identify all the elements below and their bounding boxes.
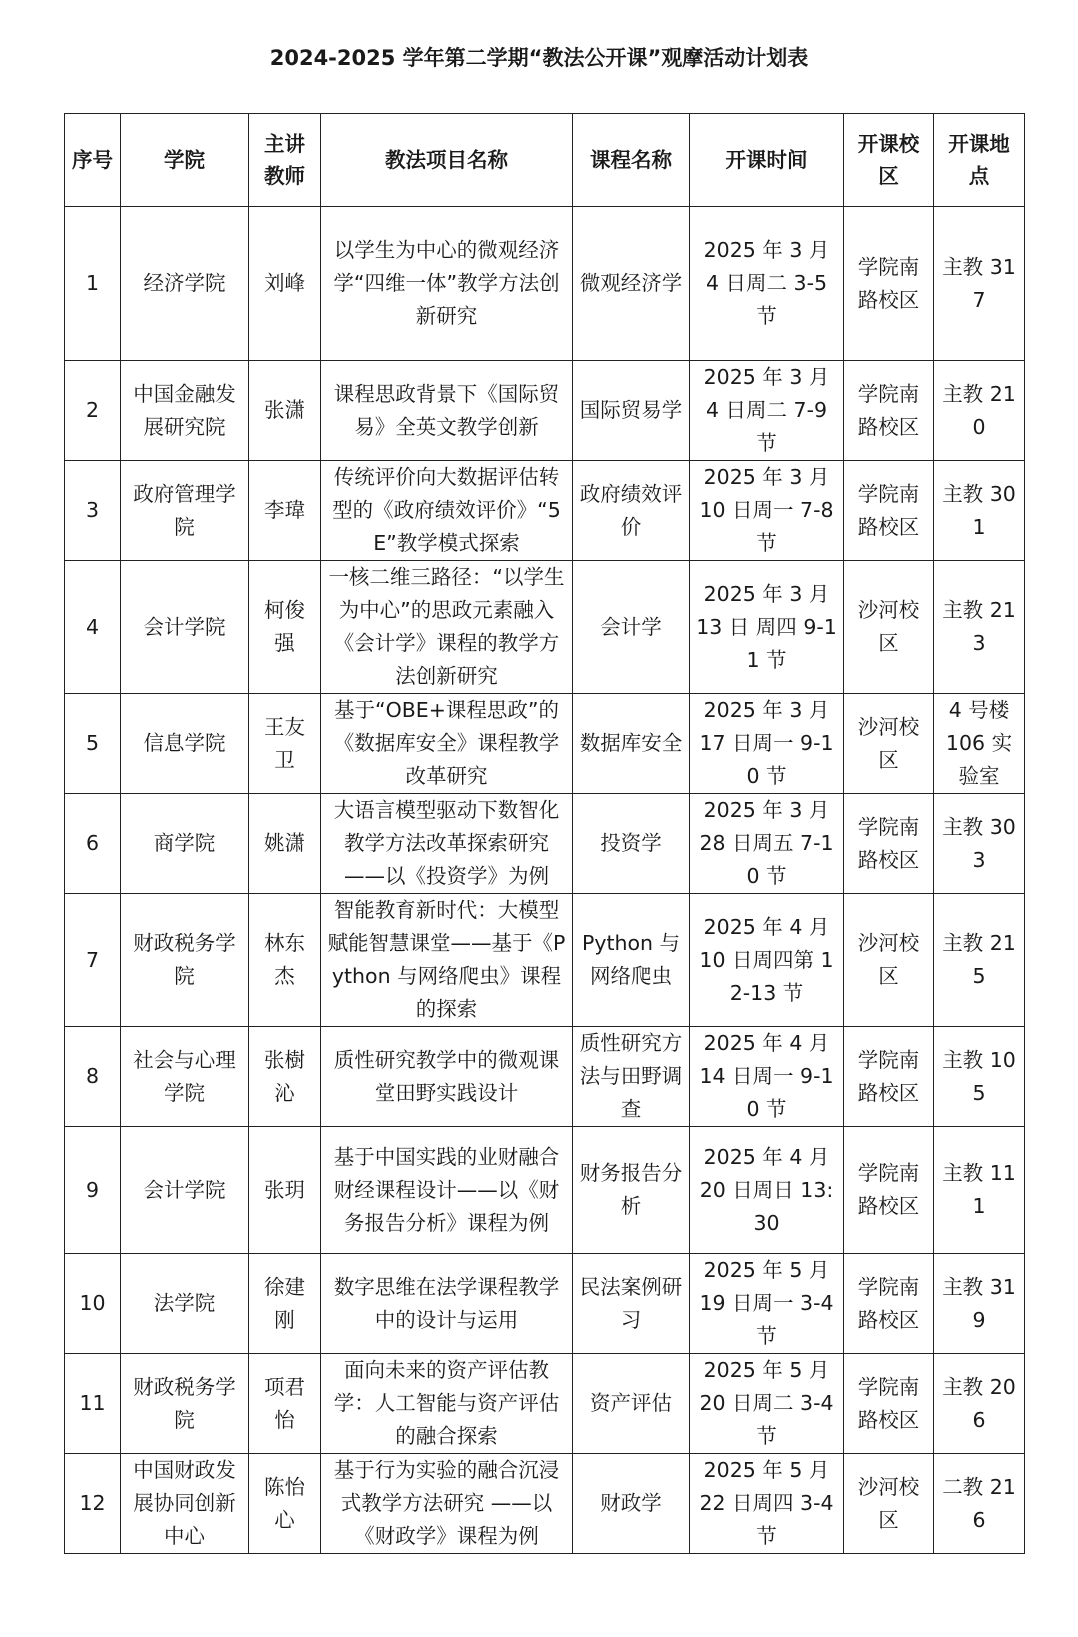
cell-location: 主教 319 <box>934 1254 1025 1354</box>
cell-campus: 沙河校区 <box>844 894 934 1027</box>
header-college: 学院 <box>121 114 249 207</box>
cell-time: 2025 年 3 月 17 日周一 9-10 节 <box>690 694 844 794</box>
cell-teacher: 项君怡 <box>249 1354 321 1454</box>
cell-time: 2025 年 4 月 10 日周四第 12-13 节 <box>690 894 844 1027</box>
cell-teacher: 张玥 <box>249 1127 321 1254</box>
cell-course: 资产评估 <box>573 1354 690 1454</box>
cell-course: 政府绩效评价 <box>573 461 690 561</box>
cell-campus: 学院南路校区 <box>844 461 934 561</box>
cell-project: 传统评价向大数据评估转型的《政府绩效评价》“5E”教学模式探索 <box>321 461 573 561</box>
header-index: 序号 <box>65 114 121 207</box>
table-row <box>65 1127 1025 1254</box>
cell-campus: 学院南路校区 <box>844 1027 934 1127</box>
document-title: 2024-2025 学年第二学期“教法公开课”观摩活动计划表 <box>269 46 809 70</box>
cell-college: 会计学院 <box>121 561 249 694</box>
cell-time: 2025 年 4 月 14 日周一 9-10 节 <box>690 1027 844 1127</box>
cell-time: 2025 年 3 月 28 日周五 7-10 节 <box>690 794 844 894</box>
cell-location: 主教 210 <box>934 361 1025 461</box>
cell-college: 财政税务学院 <box>121 1354 249 1454</box>
table-row <box>65 461 1025 561</box>
cell-course: 会计学 <box>573 561 690 694</box>
cell-college: 经济学院 <box>121 207 249 361</box>
cell-index: 11 <box>65 1354 121 1454</box>
cell-teacher: 李瑋 <box>249 461 321 561</box>
cell-index: 1 <box>65 207 121 361</box>
cell-time: 2025 年 3 月 4 日周二 3-5 节 <box>690 207 844 361</box>
cell-campus: 学院南路校区 <box>844 207 934 361</box>
cell-index: 6 <box>65 794 121 894</box>
cell-course: 投资学 <box>573 794 690 894</box>
schedule-table <box>64 113 1025 1554</box>
table-row <box>65 207 1025 361</box>
cell-teacher: 刘峰 <box>249 207 321 361</box>
cell-location: 主教 303 <box>934 794 1025 894</box>
table-row <box>65 361 1025 461</box>
table-row <box>65 1254 1025 1354</box>
header-row <box>65 114 1025 207</box>
cell-time: 2025 年 3 月 4 日周二 7-9 节 <box>690 361 844 461</box>
table-row <box>65 561 1025 694</box>
cell-course: 财务报告分析 <box>573 1127 690 1254</box>
cell-campus: 学院南路校区 <box>844 1254 934 1354</box>
cell-index: 3 <box>65 461 121 561</box>
table-row <box>65 694 1025 794</box>
table-row <box>65 894 1025 1027</box>
cell-teacher: 柯俊强 <box>249 561 321 694</box>
cell-index: 8 <box>65 1027 121 1127</box>
cell-location: 二教 216 <box>934 1454 1025 1554</box>
cell-index: 2 <box>65 361 121 461</box>
cell-college: 信息学院 <box>121 694 249 794</box>
cell-teacher: 姚潇 <box>249 794 321 894</box>
cell-index: 5 <box>65 694 121 794</box>
cell-location: 主教 213 <box>934 561 1025 694</box>
cell-course: 数据库安全 <box>573 694 690 794</box>
table-row <box>65 1027 1025 1127</box>
header-time: 开课时间 <box>690 114 844 207</box>
cell-course: 民法案例研习 <box>573 1254 690 1354</box>
cell-project: 课程思政背景下《国际贸易》全英文教学创新 <box>321 361 573 461</box>
cell-location: 主教 215 <box>934 894 1025 1027</box>
cell-course: Python 与网络爬虫 <box>573 894 690 1027</box>
cell-project: 质性研究教学中的微观课堂田野实践设计 <box>321 1027 573 1127</box>
cell-time: 2025 年 5 月 20 日周二 3-4 节 <box>690 1354 844 1454</box>
cell-campus: 沙河校区 <box>844 561 934 694</box>
cell-time: 2025 年 4 月 20 日周日 13:30 <box>690 1127 844 1254</box>
cell-college: 商学院 <box>121 794 249 894</box>
cell-index: 4 <box>65 561 121 694</box>
cell-location: 主教 105 <box>934 1027 1025 1127</box>
cell-campus: 沙河校区 <box>844 694 934 794</box>
cell-college: 政府管理学院 <box>121 461 249 561</box>
cell-location: 主教 206 <box>934 1354 1025 1454</box>
cell-teacher: 王友卫 <box>249 694 321 794</box>
cell-teacher: 徐建刚 <box>249 1254 321 1354</box>
cell-project: 智能教育新时代：大模型赋能智慧课堂——基于《Python 与网络爬虫》课程的探索 <box>321 894 573 1027</box>
table-row <box>65 794 1025 894</box>
cell-time: 2025 年 3 月 13 日 周四 9-11 节 <box>690 561 844 694</box>
cell-course: 财政学 <box>573 1454 690 1554</box>
cell-index: 10 <box>65 1254 121 1354</box>
cell-teacher: 陈怡心 <box>249 1454 321 1554</box>
header-campus: 开课校区 <box>844 114 934 207</box>
table-row <box>65 1354 1025 1454</box>
cell-campus: 学院南路校区 <box>844 361 934 461</box>
cell-location: 4 号楼 106 实验室 <box>934 694 1025 794</box>
header-course: 课程名称 <box>573 114 690 207</box>
cell-time: 2025 年 5 月 22 日周四 3-4 节 <box>690 1454 844 1554</box>
cell-project: 以学生为中心的微观经济学“四维一体”教学方法创新研究 <box>321 207 573 361</box>
cell-project: 基于行为实验的融合沉浸式教学方法研究 ——以《财政学》课程为例 <box>321 1454 573 1554</box>
header-location: 开课地点 <box>934 114 1025 207</box>
cell-time: 2025 年 5 月 19 日周一 3-4 节 <box>690 1254 844 1354</box>
cell-college: 中国金融发展研究院 <box>121 361 249 461</box>
table-row <box>65 1454 1025 1554</box>
cell-college: 法学院 <box>121 1254 249 1354</box>
cell-college: 社会与心理学院 <box>121 1027 249 1127</box>
cell-course: 质性研究方法与田野调查 <box>573 1027 690 1127</box>
cell-index: 7 <box>65 894 121 1027</box>
cell-location: 主教 111 <box>934 1127 1025 1254</box>
cell-project: 大语言模型驱动下数智化教学方法改革探索研究——以《投资学》为例 <box>321 794 573 894</box>
cell-project: 基于“OBE+课程思政”的《数据库安全》课程教学改革研究 <box>321 694 573 794</box>
cell-teacher: 张樹沁 <box>249 1027 321 1127</box>
cell-time: 2025 年 3 月 10 日周一 7-8 节 <box>690 461 844 561</box>
cell-location: 主教 301 <box>934 461 1025 561</box>
cell-course: 微观经济学 <box>573 207 690 361</box>
cell-index: 9 <box>65 1127 121 1254</box>
cell-college: 中国财政发展协同创新中心 <box>121 1454 249 1554</box>
cell-college: 财政税务学院 <box>121 894 249 1027</box>
cell-index: 12 <box>65 1454 121 1554</box>
cell-project: 基于中国实践的业财融合财经课程设计——以《财务报告分析》课程为例 <box>321 1127 573 1254</box>
header-teacher: 主讲教师 <box>249 114 321 207</box>
cell-campus: 学院南路校区 <box>844 1354 934 1454</box>
cell-location: 主教 317 <box>934 207 1025 361</box>
cell-course: 国际贸易学 <box>573 361 690 461</box>
cell-teacher: 林东杰 <box>249 894 321 1027</box>
cell-project: 数字思维在法学课程教学中的设计与运用 <box>321 1254 573 1354</box>
cell-campus: 学院南路校区 <box>844 794 934 894</box>
cell-project: 面向未来的资产评估教学：人工智能与资产评估的融合探索 <box>321 1354 573 1454</box>
cell-campus: 沙河校区 <box>844 1454 934 1554</box>
header-project: 教法项目名称 <box>321 114 573 207</box>
cell-college: 会计学院 <box>121 1127 249 1254</box>
cell-campus: 学院南路校区 <box>844 1127 934 1254</box>
cell-project: 一核二维三路径：“以学生为中心”的思政元素融入《会计学》课程的教学方法创新研究 <box>321 561 573 694</box>
cell-teacher: 张潇 <box>249 361 321 461</box>
